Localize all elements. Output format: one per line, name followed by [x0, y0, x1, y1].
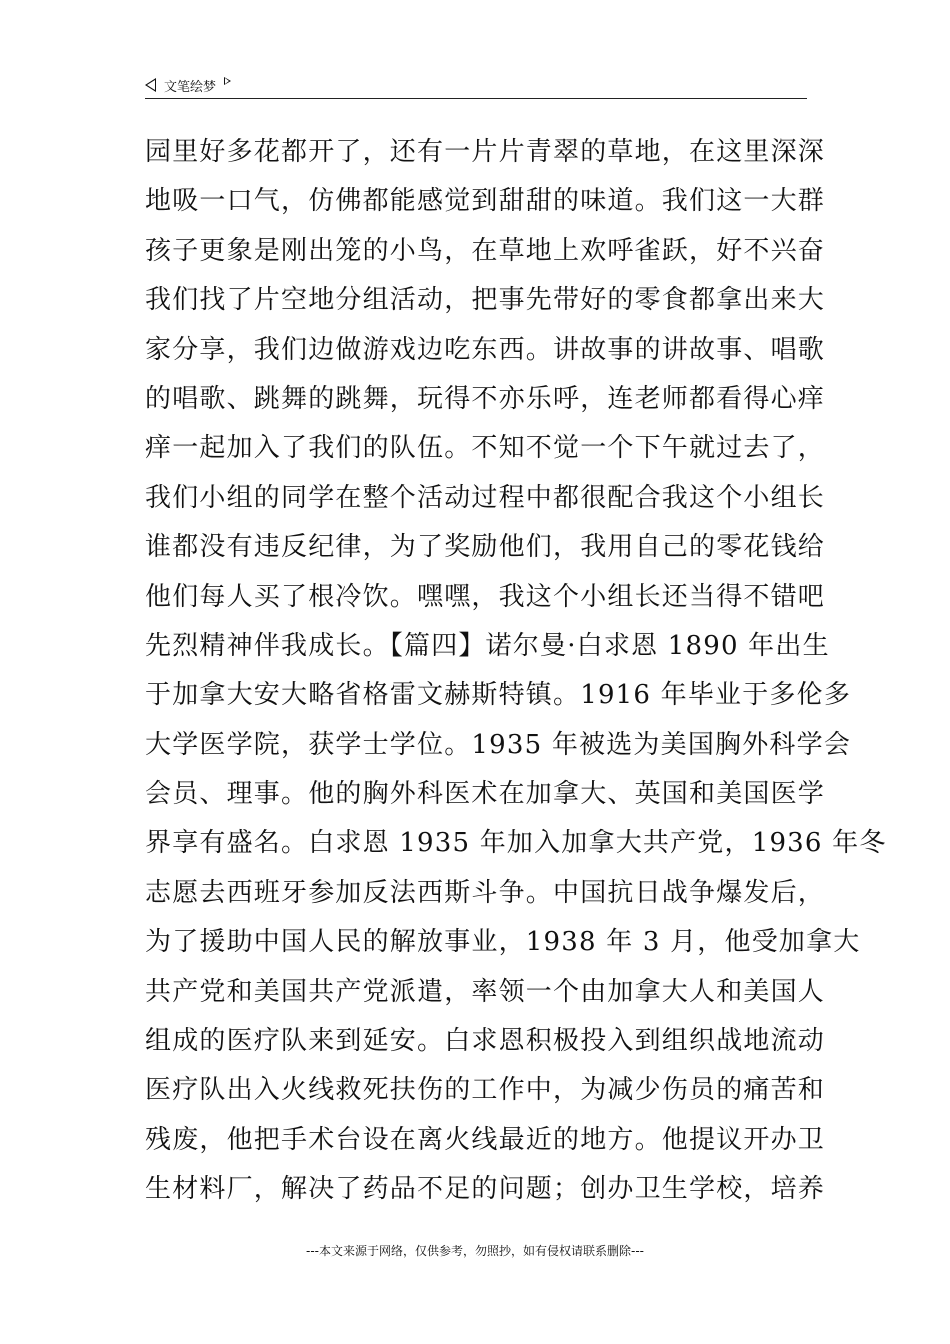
body-line: 医疗队出入火线救死扶伤的工作中，为减少伤员的痛苦和	[145, 1075, 826, 1106]
body-line: 界享有盛名。白求恩 1935 年加入加拿大共产党，1936 年冬	[145, 828, 887, 859]
triangle-left-icon	[145, 78, 156, 92]
document-body	[145, 128, 887, 1215]
body-line: 孩子更象是刚出笼的小鸟，在草地上欢呼雀跃，好不兴奋	[145, 235, 826, 266]
body-line: 我们找了片空地分组活动，把事先带好的零食都拿出来大	[145, 285, 826, 316]
body-line: 大学医学院，获学士学位。1935 年被选为美国胸外科学会	[145, 729, 852, 760]
page-footer: ---本文来源于网络，仅供参考，勿照抄，如有侵权请联系删除---	[306, 1244, 644, 1258]
body-line: 谁都没有违反纪律，为了奖励他们，我用自己的零花钱给	[145, 532, 826, 563]
body-line: 园里好多花都开了，还有一片片青翠的草地，在这里深深	[145, 137, 826, 167]
body-line: 残废，他把手术台设在离火线最近的地方。他提议开办卫	[145, 1124, 826, 1155]
body-line: 家分享，我们边做游戏边吃东西。讲故事的讲故事、唱歌	[145, 334, 826, 365]
header-title: 文笔绘梦	[164, 79, 217, 95]
body-line: 痒一起加入了我们的队伍。不知不觉一个下午就过去了，	[145, 433, 826, 464]
body-line: 的唱歌、跳舞的跳舞，玩得不亦乐呼，连老师都看得心痒	[145, 383, 826, 414]
body-line: 我们小组的同学在整个活动过程中都很配合我这个小组长	[145, 482, 826, 513]
body-line: 他们每人买了根冷饮。嘿嘿，我这个小组长还当得不错吧	[145, 581, 826, 612]
page-header	[145, 72, 807, 99]
body-line: 为了援助中国人民的解放事业，1938 年 3 月，他受加拿大	[145, 927, 861, 958]
body-line: 会员、理事。他的胸外科医术在加拿大、英国和美国医学	[145, 779, 826, 810]
body-line: 于加拿大安大略省格雷文赫斯特镇。1916 年毕业于多伦多	[145, 680, 852, 711]
body-line: 先烈精神伴我成长。【篇四】诺尔曼·白求恩 1890 年出生	[145, 630, 830, 661]
body-line: 生材料厂，解决了药品不足的问题；创办卫生学校，培养	[145, 1174, 826, 1205]
body-line: 组成的医疗队来到延安。白求恩积极投入到组织战地流动	[145, 1026, 826, 1057]
body-line: 共产党和美国共产党派遣，率领一个由加拿大人和美国人	[145, 976, 826, 1007]
triangle-right-icon	[224, 77, 231, 85]
body-line: 地吸一口气，仿佛都能感觉到甜甜的味道。我们这一大群	[145, 186, 826, 217]
body-line: 志愿去西班牙参加反法西斯斗争。中国抗日战争爆发后，	[145, 877, 826, 908]
